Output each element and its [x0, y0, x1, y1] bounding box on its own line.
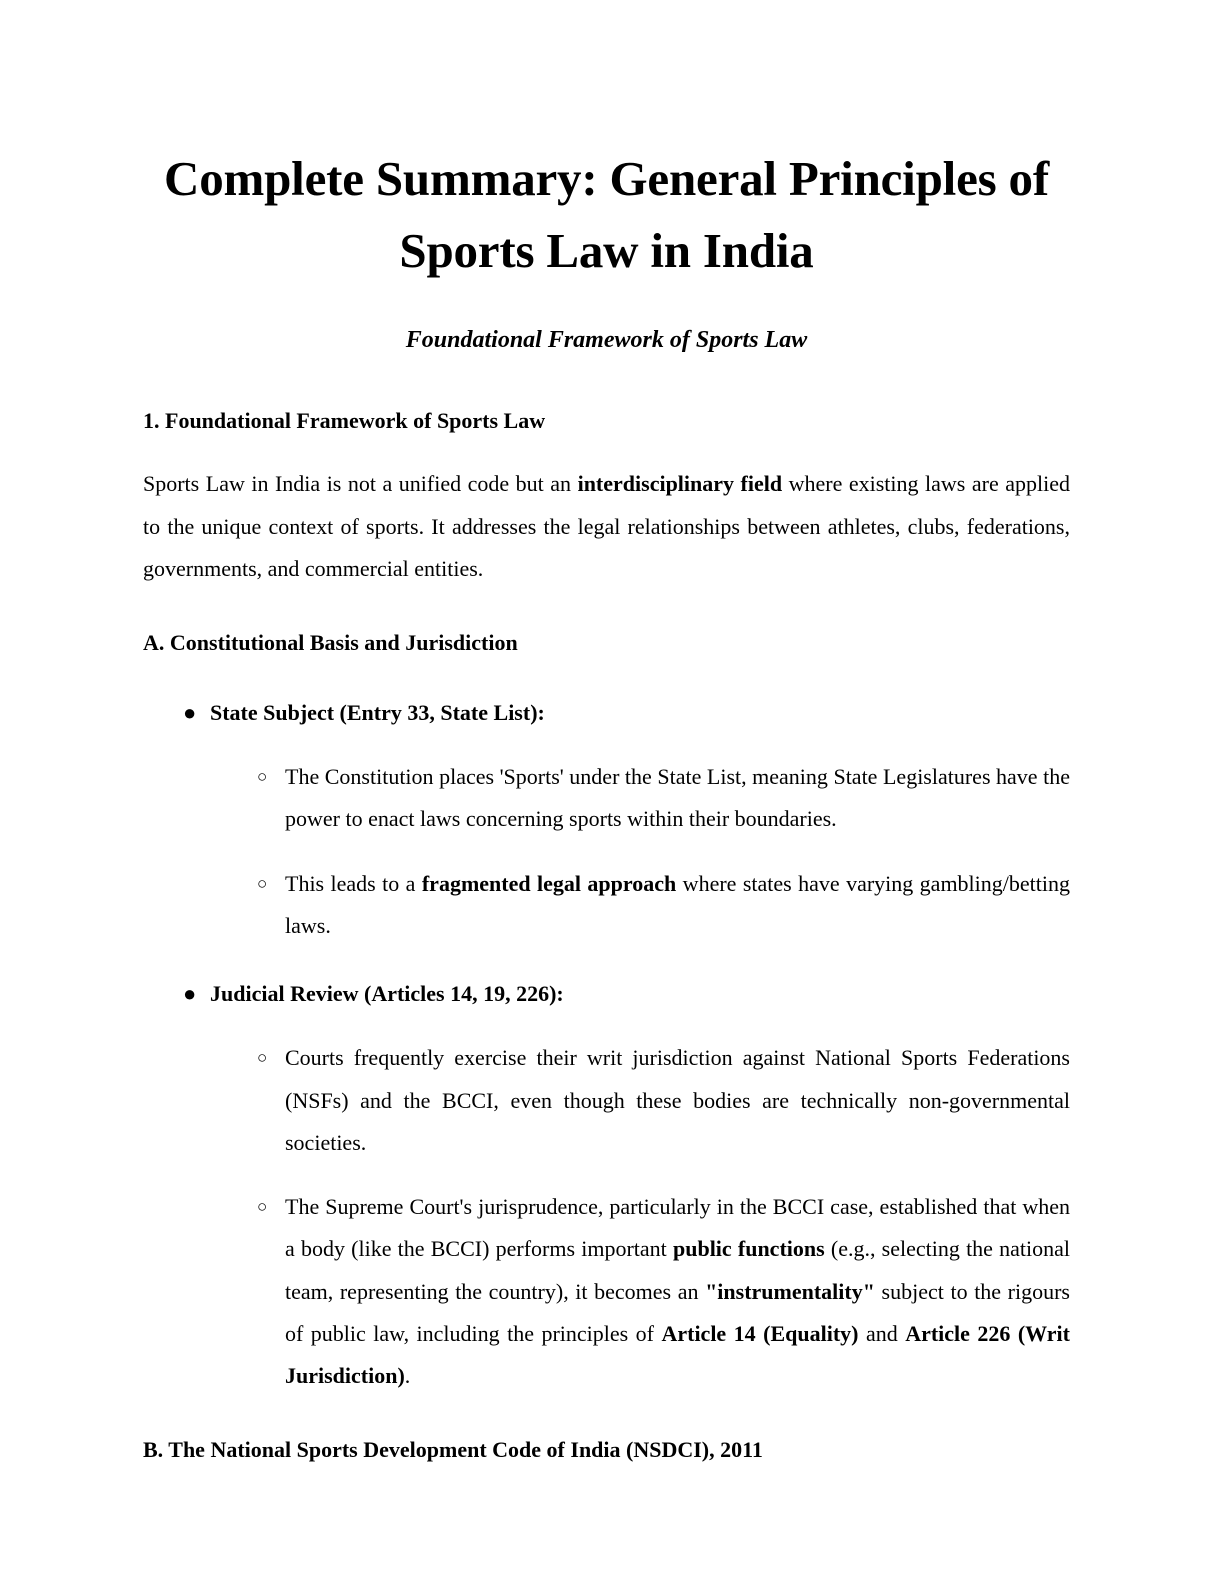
section-heading-1: 1. Foundational Framework of Sports Law: [143, 407, 546, 433]
list-item: [210, 756, 1070, 840]
sub-bullet-bold-instrumentality: "instrumentality": [705, 1278, 875, 1304]
intro-bold-interdisciplinary-field: interdisciplinary field: [577, 471, 783, 497]
bullet-circle-icon: ○: [257, 873, 268, 893]
sub-bullet-bold-public-functions: public functions: [672, 1236, 825, 1262]
sub-bullet-text-part-3: subject to the rigours of public law, including the principles of: [285, 1278, 1070, 1346]
subsection-heading-b: B. The National Sports Development Code of India (NSDCI), 2011: [143, 1437, 763, 1463]
intro-text-part-1: Sports Law in India is not a unified code but an: [143, 471, 578, 497]
sub-bullet-bold-fragmented-legal-approach: fragmented legal approach: [421, 870, 677, 896]
subsection-heading-a: A. Constitutional Basis and Jurisdiction: [143, 630, 518, 656]
list-item: [210, 1037, 1070, 1164]
bullet-circle-icon: ○: [257, 1048, 268, 1068]
sub-bullet-text-part-1: The Supreme Court's jurisprudence, particularly in the BCCI case, established that when a body (like the BCCI) performs important: [285, 1194, 1070, 1262]
sub-bullet-list: [210, 1037, 1070, 1397]
sub-bullet-bold-article-226: Article 226 (Writ Jurisdiction): [285, 1320, 1070, 1388]
document-subtitle: Foundational Framework of Sports Law: [405, 327, 808, 354]
sub-bullet-text: [285, 756, 1070, 840]
sub-bullet-text: [285, 1186, 1070, 1397]
sub-bullet-text: [285, 1037, 1070, 1164]
page-title: Complete Summary: General Principles of Sports Law in India: [164, 151, 1049, 278]
sub-bullet-text-part-5: .: [404, 1363, 411, 1388]
intro-paragraph: [143, 463, 1070, 590]
list-item: [210, 1186, 1070, 1397]
intro-text-part-2: where existing laws are applied to the unique context of sports. It addresses the legal relationships between athletes, clubs, federations, governments, and commercial entities.: [143, 471, 1071, 581]
sub-bullet-text-part-2: (e.g., selecting the national team, representing the country), it becomes an: [285, 1236, 1071, 1304]
bullet-disc-icon: ●: [183, 699, 197, 725]
list-item: [143, 692, 1070, 947]
bullet-circle-icon: ○: [257, 1197, 268, 1217]
list-item: [210, 863, 1070, 947]
bullet-disc-icon: ●: [183, 981, 197, 1007]
constitutional-basis-bullet-list: [143, 692, 1070, 1397]
list-item: [143, 973, 1070, 1397]
sub-bullet-text-part-2: where states have varying gambling/betting laws.: [285, 870, 1071, 938]
sub-bullet-text-part-1: This leads to a: [285, 870, 422, 896]
sub-bullet-list: [210, 756, 1070, 947]
sub-bullet-text-part-1: Courts frequently exercise their writ jurisdiction against National Sports Federations (NSFs) and the BCCI, even though these bodies are technically non-governmental societies.: [285, 1045, 1070, 1155]
sub-bullet-text: [285, 863, 1070, 947]
bullet-label-state-subject: State Subject (Entry 33, State List):: [210, 699, 545, 725]
sub-bullet-text-part-4: and: [858, 1320, 906, 1346]
bullet-label-judicial-review: Judicial Review (Articles 14, 19, 226):: [210, 981, 564, 1007]
sub-bullet-text-part-1: The Constitution places 'Sports' under the State List, meaning State Legislatures have the power to enact laws concerning sports within their boundaries.: [285, 764, 1070, 832]
sub-bullet-bold-article-14: Article 14 (Equality): [661, 1320, 859, 1346]
bullet-circle-icon: ○: [257, 767, 268, 787]
